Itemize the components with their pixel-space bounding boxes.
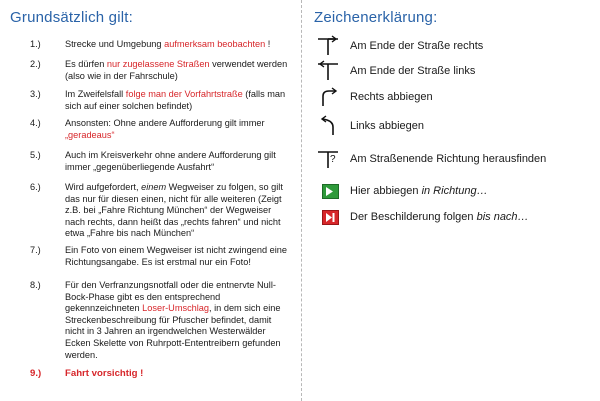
legend-item: Am Ende der Straße rechts — [310, 35, 600, 57]
end-of-street-right-icon — [316, 35, 340, 57]
svg-text:?: ? — [330, 154, 336, 165]
rules-column: Grundsätzlich gilt: 1.) Strecke und Umgebung aufmerksam beobachten ! 2.) Es dürfen nur zugelassene Straßen verwendet werden (also wie in der Fahrschule) 3.) Im Zweifelsfall folge man der Vorfahrtstraße (falls man sich auf einer solchen befindet) 4.) Ansonsten: Ohne andere Aufforderung gilt immer „geradeaus“ 5.) Auch im Kreisverkehr ohne andere Aufforderung gilt immer „gegenüberliegende Ausfahrt“ 6.) Wird aufgefordert, einem Wegweiser zu folgen, so gilt das nur für diesen einen, nicht für alle weiteren (Zeigt z.B. bei „Fahre Richtung München“ der Wegweiser nach rechts, dann heißt das „rechts fahren“ und nicht etwa „Fahre bis nach München“ 7.) Ein Foto von einem Wegweiser ist nicht zwingend eine Richtungsangabe. Es ist erstmal nur ein Foto! 8.) Für den Verfranzungsnotfall oder die entnervte Null-Bock-Phase gibt es den entsprechend gekennzeichneten Loser-Umschlag, in dem sich eine Streckenbeschreibung für Pfuscher befindet, damit nicht in 3 Jahren an irgendwelchen Westerwälder Ecken Skelette von Ruhrpott-Ententreibern gefunden werden. 9.) Fahrt vorsichtig ! — [10, 9, 288, 379]
rules-heading: Grundsätzlich gilt: — [10, 9, 134, 26]
end-of-street-question-icon — [316, 148, 340, 170]
end-of-street-left-icon — [316, 60, 340, 82]
turn-left-icon — [316, 115, 340, 137]
legend-item: Hier abbiegen in Richtung… — [310, 180, 600, 202]
legend-item: Rechts abbiegen — [310, 86, 600, 108]
legend-heading: Zeichenerklärung: — [314, 9, 438, 26]
red-play-icon — [316, 206, 340, 228]
green-play-icon — [316, 180, 340, 202]
column-divider — [301, 0, 302, 401]
turn-right-icon — [316, 86, 340, 108]
legend-column — [310, 0, 600, 401]
legend-item: Links abbiegen — [310, 115, 600, 137]
legend-item: Der Beschilderung folgen bis nach… — [310, 206, 600, 228]
legend-item: Am Ende der Straße links — [310, 60, 600, 82]
legend-item: ? Am Straßenende Richtung herausfinden — [310, 148, 600, 170]
